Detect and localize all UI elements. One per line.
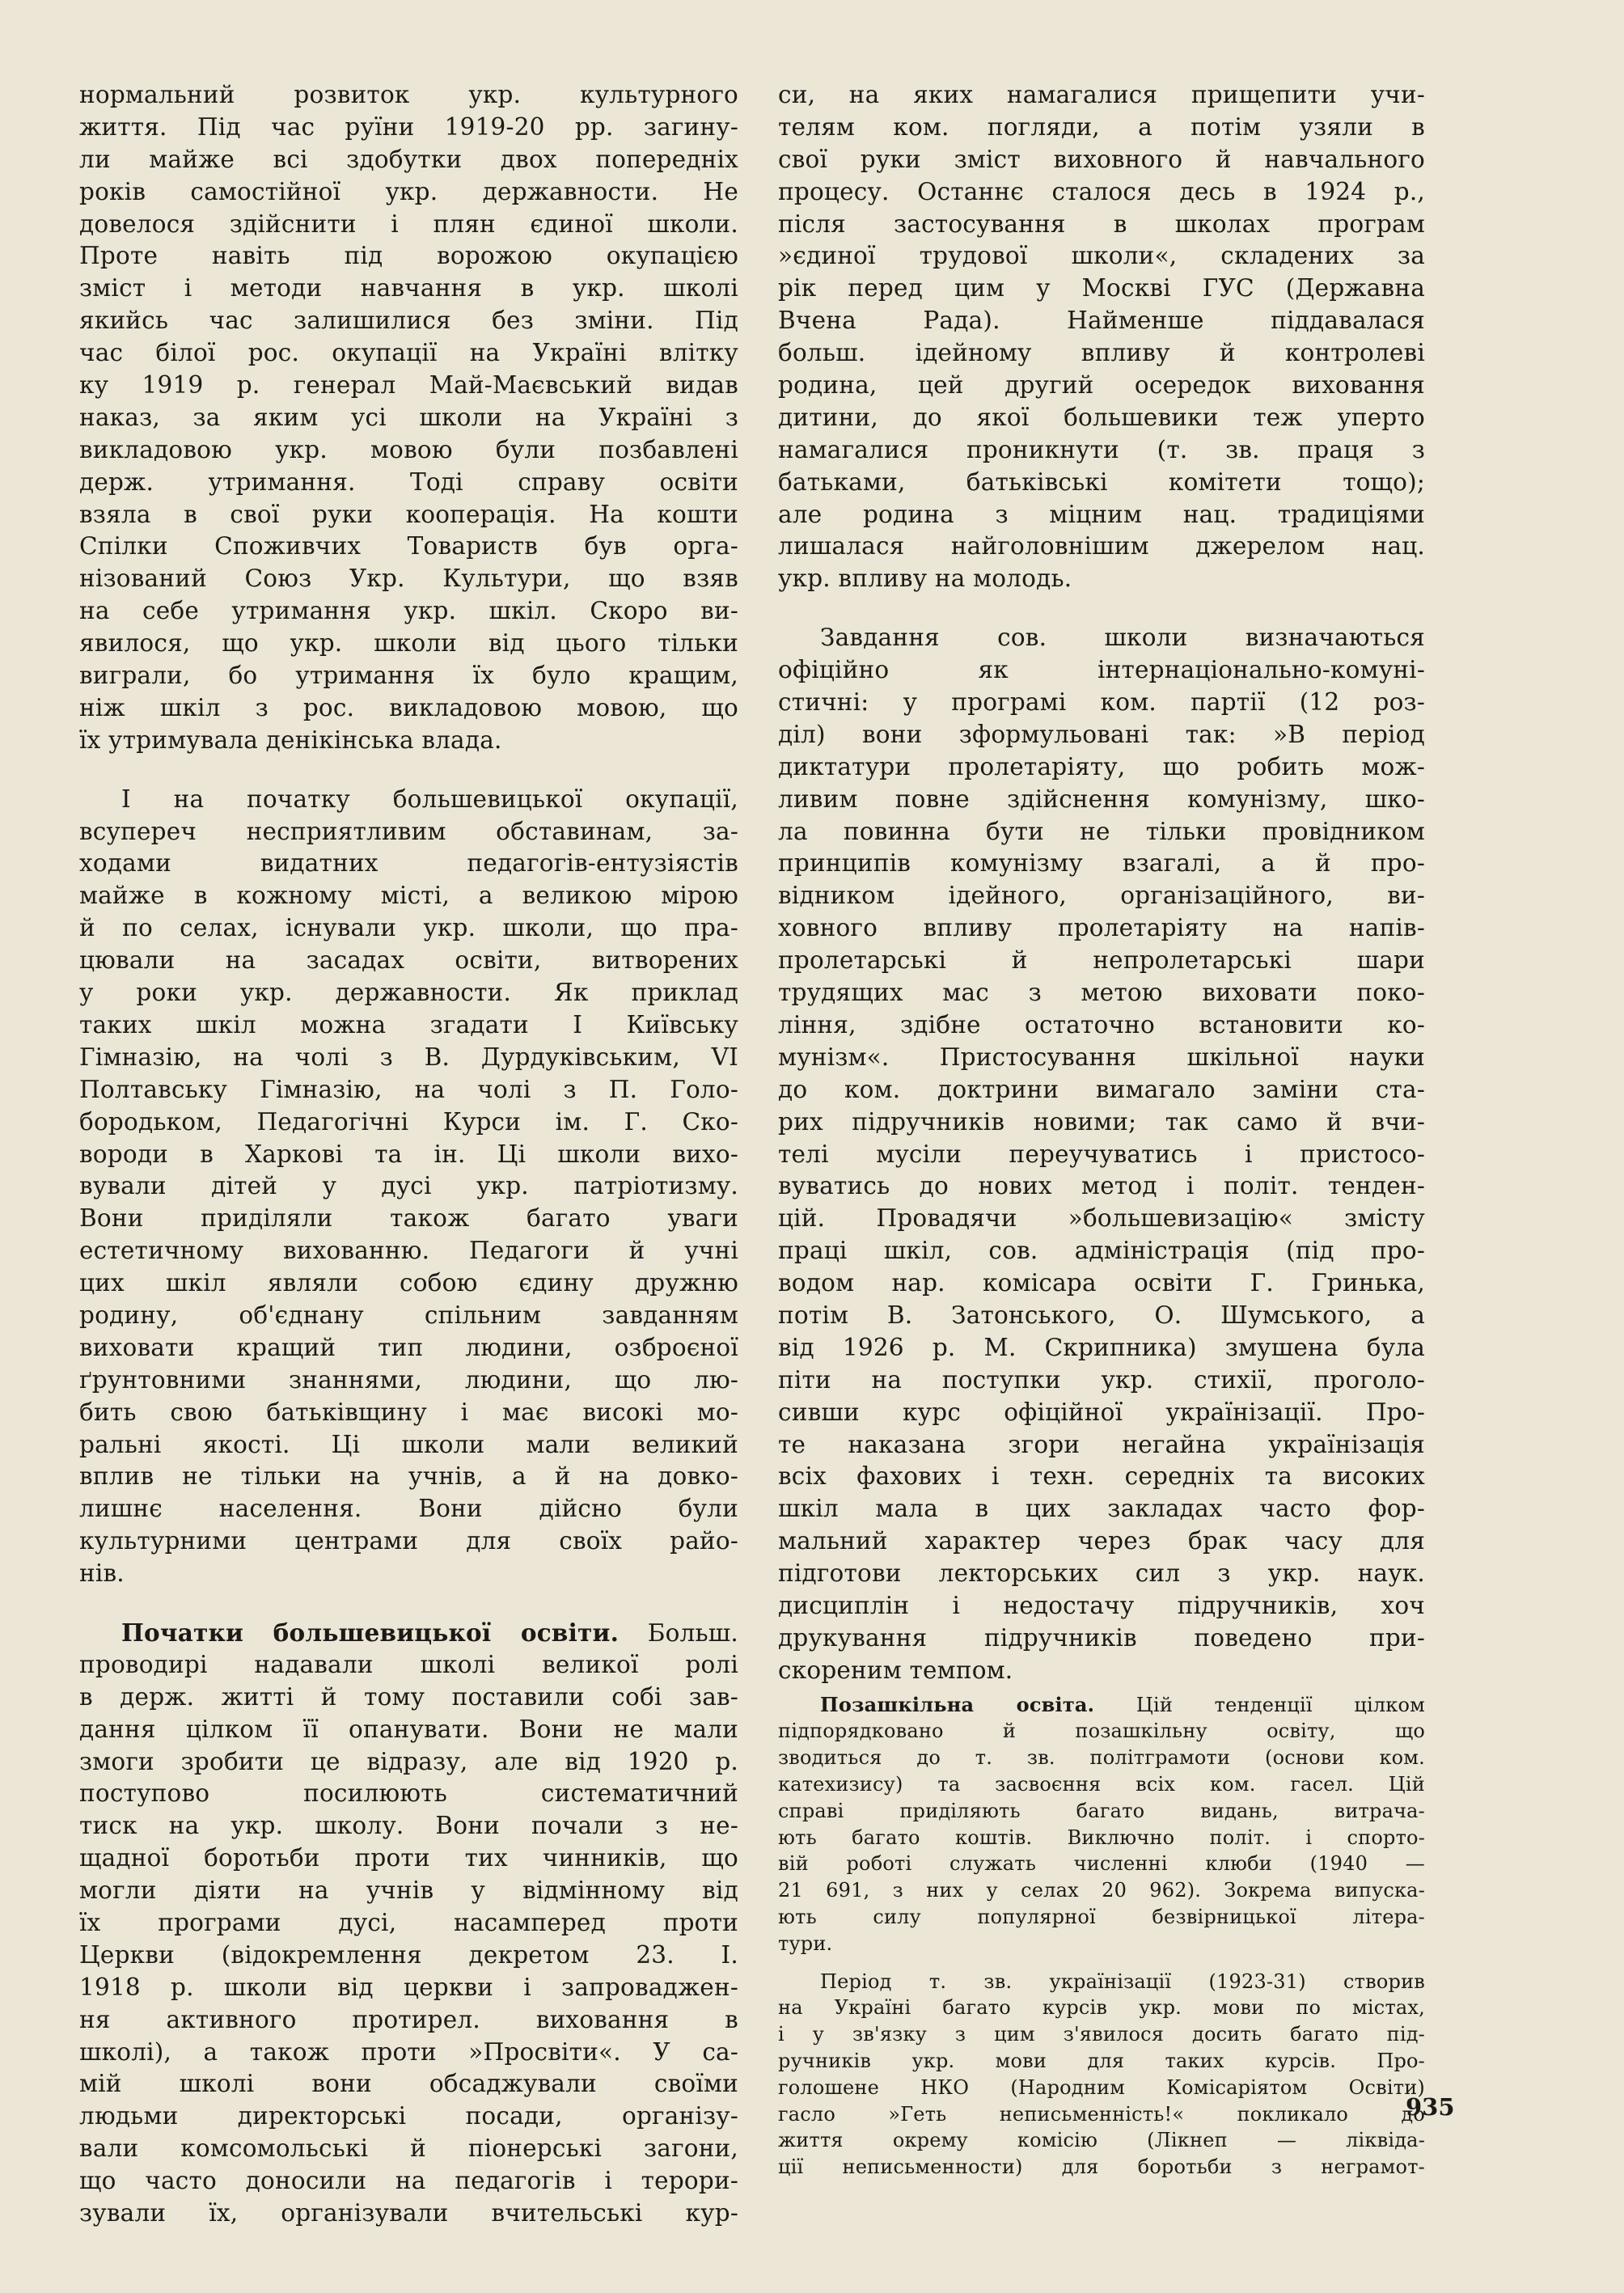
paragraph-small-1: [778, 1692, 1425, 1957]
text-line: зводиться до т. зв. політграмоти (основи ком.: [778, 1746, 1425, 1770]
paragraph-right-2: [778, 622, 1425, 1686]
text-line: І на початку большевицької окупації,: [121, 785, 738, 813]
text-line: пролетарські й непролетарські шари: [778, 946, 1425, 975]
text-line: ручників укр. мови для таких курсів. Про-: [778, 2050, 1425, 2072]
text-line: голошене НКО (Народним Комісаріятом Освіти): [778, 2075, 1425, 2099]
text-line: нормальний розвиток укр. культурного: [79, 81, 738, 108]
small-heading: Позашкільна освіта.: [820, 1692, 1095, 1716]
text-line: Проте навіть під ворожою окупацією: [79, 242, 738, 270]
text-line: зміст і методи навчання в укр. школі: [79, 274, 738, 302]
text-line: лишнє населення. Вони дійсно були: [79, 1495, 738, 1523]
text-line: рік перед цим у Москві ГУС (Державна: [778, 274, 1425, 302]
text-line: трудящих мас з метою виховати поко-: [778, 979, 1425, 1007]
text-line: нізований Союз Укр. Культури, що взяв: [79, 565, 738, 593]
text-line: Церкви (відокремлення декретом 23. І.: [79, 1940, 738, 1969]
text-line: але родина з міцним нац. традиціями: [778, 500, 1425, 528]
text-line: тиск на укр. школу. Вони почали з не-: [79, 1812, 738, 1840]
paragraph-left-3-body: [79, 1649, 738, 2230]
text-line: цих шкіл являли собою єдину дружню: [79, 1269, 738, 1297]
small-print-block: [778, 1692, 1425, 2181]
text-line: цювали на засадах освіти, витворених: [79, 946, 738, 975]
text-line: Полтавську Гімназію, на чолі з П. Голо-: [79, 1075, 738, 1103]
text-line: держ. утримання. Тоді справу освіти: [79, 467, 738, 496]
text-line: таких шкіл можна згадати І Київську: [79, 1010, 738, 1039]
text-line: намагалися проникнути (т. зв. праця з: [778, 435, 1425, 463]
text-line: водом нар. комісара освіти Г. Гринька,: [778, 1269, 1425, 1297]
text-line: Вони приділяли також багато уваги: [79, 1204, 738, 1233]
text-line: »єдиної трудової школи«, складених за: [778, 242, 1425, 270]
paragraph-small-2: [778, 1969, 1425, 2181]
text-line: шкіл мала в цих закладах часто фор-: [778, 1495, 1425, 1523]
text-line: вували дітей у дусі укр. патріотизму.: [79, 1172, 738, 1200]
text-line: мальний характер через брак часу для: [778, 1527, 1425, 1555]
text-line: стичні: у програмі ком. партії (12 роз-: [778, 688, 1425, 717]
text-line: відником ідейного, організаційного, ви-: [778, 882, 1425, 910]
text-line: те наказана згори негайна українізація: [778, 1430, 1425, 1458]
text-line: ла повинна бути не тільки провідником: [778, 817, 1425, 845]
text-line: ніж шкіл з рос. викладовою мовою, що: [79, 693, 738, 721]
text-line: в держ. житті й тому поставили собі зав-: [79, 1682, 738, 1711]
text-line: друкування підручників поведено при-: [778, 1623, 1425, 1652]
text-line: майже в кожному місті, а великою мірою: [79, 882, 738, 910]
text-line: довелося здійснити і плян єдиної школи.: [79, 209, 738, 238]
text-line: принципів комунізму взагалі, а й про-: [778, 849, 1425, 878]
text-line: від 1926 р. М. Скрипника) змушена була: [778, 1333, 1425, 1361]
paragraph-left-3-first-line: Початки большевицької освіти. Больш.: [121, 1618, 738, 1647]
text-line: ють багато коштів. Виключно політ. і спорто-: [778, 1826, 1425, 1849]
text-line: укр. впливу на молодь.: [778, 565, 1072, 593]
text-line: Позашкільна освіта. Цій тенденції цілком: [820, 1692, 1425, 1716]
text-line: вплив не тільки на учнів, а й на довко-: [79, 1462, 738, 1491]
text-line: рих підручників новими; так само й вчи-: [778, 1107, 1425, 1136]
text-line: цій. Провадячи »большевизацію« змісту: [778, 1204, 1425, 1233]
text-line: Спілки Споживчих Товариств був орга-: [79, 532, 738, 561]
text-line: викладовою укр. мовою були позбавлені: [79, 435, 738, 463]
text-line: на Україні багато курсів укр. мови по містах,: [778, 1996, 1425, 2020]
text-line: катехизису) та засвоєння всіх ком. гасел. Цій: [778, 1773, 1425, 1796]
paragraph-left-3: [79, 1617, 738, 2230]
text-line: мунізм«. Пристосування шкільної науки: [778, 1043, 1425, 1071]
text-line: виховати кращий тип людини, озброєної: [79, 1333, 738, 1361]
text-line: якийсь час залишилися без зміни. Під: [79, 307, 738, 335]
text-line: нів.: [79, 1559, 125, 1588]
text-line: ходами видатних педагогів-ентузіястів: [79, 849, 738, 878]
text-line: їх програми дусі, насамперед проти: [79, 1908, 738, 1936]
text-line: дитини, до якої большевики теж уперто: [778, 403, 1425, 431]
text-line: зували їх, організували вчительські кур-: [79, 2199, 738, 2227]
text-line: проводирі надавали школі великої ролі: [79, 1650, 738, 1678]
text-line: праці шкіл, сов. адміністрація (під про-: [778, 1237, 1425, 1265]
text-line: дисциплін і недостачу підручників, хоч: [778, 1591, 1425, 1619]
text-line: ральні якості. Ці школи мали великий: [79, 1430, 738, 1458]
paragraph-left-1: [79, 79, 738, 757]
text-line: ють силу популярної безвірницької літера-: [778, 1906, 1425, 1929]
text-line: поступово посилюють систематичний: [79, 1779, 738, 1808]
text-line: дання цілком її опанувати. Вони не мали: [79, 1715, 738, 1743]
text-line: час білої рос. окупації на Україні влітку: [79, 339, 738, 367]
text-line: життя окрему комісію (Лікнеп — ліквіда-: [778, 2129, 1425, 2152]
paragraph-right-1: [778, 79, 1425, 595]
text-line: до ком. доктрини вимагало заміни ста-: [778, 1075, 1425, 1103]
text-line: підпорядковано й позашкільну освіту, що: [778, 1720, 1425, 1743]
text-line: культурними центрами для своїх райо-: [79, 1527, 738, 1555]
text-line: всіх фахових і техн. середніх та високих: [778, 1462, 1425, 1491]
text-line: ку 1919 р. генерал Май-Маєвський видав: [79, 371, 738, 400]
section-heading: Початки большевицької освіти.: [121, 1618, 620, 1647]
text-line: бородьком, Педагогічні Курси ім. Г. Ско-: [79, 1107, 738, 1136]
text-line: справі приділяють багато видань, витрача-: [778, 1799, 1425, 1822]
text-line: змоги зробити це відразу, але від 1920 р.: [79, 1747, 738, 1775]
text-line: вали комсомольські й піонерські загони,: [79, 2134, 738, 2163]
text-line: Вчена Рада). Найменше піддавалася: [778, 307, 1425, 335]
text-line: після застосування в школах програм: [778, 209, 1425, 238]
text-line: ливим повне здійснення комунізму, шко-: [778, 785, 1425, 813]
text-line: ня активного протирел. виховання в: [79, 2005, 738, 2033]
text-line: ховного впливу пролетаріяту на напів-: [778, 914, 1425, 942]
text-line: Період т. зв. українізації (1923-31) створив: [820, 1969, 1425, 1993]
text-line: скореним темпом.: [778, 1656, 1013, 1684]
text-line: років самостійної укр. державности. Не: [79, 177, 738, 205]
text-line: ли майже всі здобутки двох попередніх: [79, 145, 738, 173]
text-line: піти на поступки укр. стихії, проголо-: [778, 1365, 1425, 1394]
text-line: Гімназію, на чолі з В. Дурдуківським, VI: [79, 1043, 738, 1071]
text-line: їх утримувала денікінська влада.: [79, 726, 502, 754]
text-line: телям ком. погляди, а потім узяли в: [778, 112, 1425, 141]
text-line: 1918 р. школи від церкви і запроваджен-: [79, 1973, 738, 2001]
text-line: вій роботі служать численні клюби (1940 —: [778, 1852, 1425, 1876]
text-line: і у зв'язку з цим з'явилося досить багато під-: [778, 2023, 1425, 2046]
text-line: щадної боротьби проти тих чинників, що: [79, 1844, 738, 1872]
text-line: життя. Під час руїни 1919-20 pp. загину-: [79, 112, 738, 141]
text-line: вуватись до нових метод і політ. тенден-: [778, 1172, 1425, 1200]
text-line: бить свою батьківщину і має високі мо-: [79, 1398, 738, 1426]
left-column: [79, 79, 738, 2230]
text-line: гасло »Геть неписьменність!« покликало до: [778, 2102, 1425, 2126]
text-line: тури.: [778, 1931, 833, 1955]
text-line: могли діяти на учнів у відмінному від: [79, 1876, 738, 1905]
paragraph-left-2: [79, 784, 738, 1590]
page-number: 935: [1406, 2093, 1455, 2121]
text-line: мій школі вони обсаджували своїми: [79, 2070, 738, 2098]
text-line: 21 691, з них у селах 20 962). Зокрема випуска-: [778, 1879, 1425, 1902]
text-line: взяла в свої руки кооперація. На кошти: [79, 500, 738, 528]
text-line: диктатури пролетаріяту, що робить мож-: [778, 752, 1425, 781]
text-line: си, на яких намагалися прищепити учи-: [778, 81, 1425, 108]
text-line: людьми директорські посади, організу-: [79, 2102, 738, 2130]
text-line: свої руки зміст виховного й навчального: [778, 145, 1425, 173]
text-line: у роки укр. державности. Як приклад: [79, 979, 738, 1007]
text-line: що часто доносили на педагогів і терори-: [79, 2167, 738, 2195]
text-line: естетичному вихованню. Педагоги й учні: [79, 1237, 738, 1265]
text-line: родину, об'єднану спільним завданням: [79, 1301, 738, 1329]
text-line: наказ, за яким усі школи на Україні з: [79, 403, 738, 431]
text-line: ції неписьменности) для боротьби з неграмот-: [778, 2156, 1425, 2179]
text-line: явилося, що укр. школи від цього тільки: [79, 629, 738, 658]
text-line: телі мусіли переучуватись і пристосо-: [778, 1140, 1425, 1168]
text-line: ління, здібне остаточно встановити ко-: [778, 1010, 1425, 1039]
text-line: ґрунтовними знаннями, людини, що лю-: [79, 1365, 738, 1394]
text-line: больш. ідейному впливу й контролеві: [778, 339, 1425, 367]
text-line: лишалася найголовнішим джерелом нац.: [778, 532, 1425, 561]
text-line: виграли, бо утримання їх було кращим,: [79, 662, 738, 690]
right-column: [778, 79, 1425, 2181]
text-line: сивши курс офіційної українізації. Про-: [778, 1398, 1425, 1426]
text-line: офіційно як інтернаціонально-комуні-: [778, 656, 1425, 684]
text-line: всупереч несприятливим обставинам, за-: [79, 817, 738, 845]
text-line: потім В. Затонського, О. Шумського, а: [778, 1301, 1425, 1329]
text-line: підготови лекторських сил з укр. наук.: [778, 1559, 1425, 1588]
text-line: на себе утримання укр. шкіл. Скоро ви-: [79, 597, 738, 625]
text-line: вороди в Харкові та ін. Ці школи вихо-: [79, 1140, 738, 1168]
text-line: й по селах, існували укр. школи, що пра-: [79, 914, 738, 942]
text-line: школі), а також проти »Просвіти«. У са-: [79, 2037, 738, 2066]
text-line: батьками, батьківські комітети тощо);: [778, 467, 1425, 496]
text-line: процесу. Останнє сталося десь в 1924 р.,: [778, 177, 1425, 205]
text-line: родина, цей другий осередок виховання: [778, 371, 1425, 400]
text-line: діл) вони зформульовані так: »В період: [778, 720, 1425, 748]
text-line: Завдання сов. школи визначаються: [820, 624, 1425, 652]
